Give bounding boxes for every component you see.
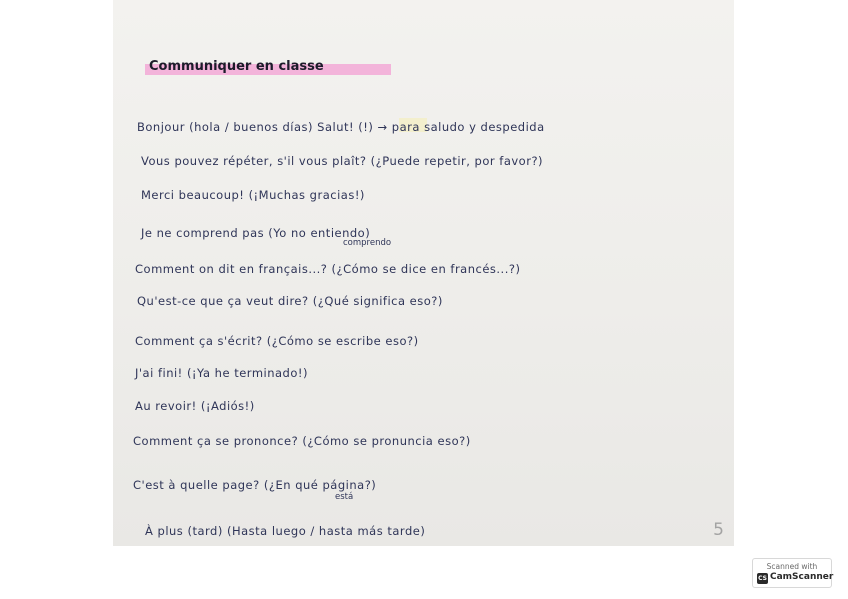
phrase-line-11: C'est à quelle page? (¿En qué página?) <box>133 478 377 492</box>
title-block <box>145 59 391 76</box>
camscanner-badge <box>752 558 832 588</box>
camscanner-logo-icon: CS <box>758 575 767 582</box>
correction-esta: está <box>335 492 354 502</box>
correction-comprendo: comprendo <box>343 238 392 248</box>
phrase-line-3: Merci beaucoup! (¡Muchas gracias!) <box>141 188 365 202</box>
phrase-line-7: Comment ça s'écrit? (¿Cómo se escribe eso?) <box>135 334 419 348</box>
phrase-line-12: À plus (tard) (Hasta luego / hasta más tarde) <box>145 524 426 538</box>
scanned-page <box>113 0 734 546</box>
phrase-line-9: Au revoir! (¡Adiós!) <box>135 399 255 413</box>
phrase-line-10: Comment ça se prononce? (¿Cómo se pronuncia eso?) <box>133 434 471 448</box>
phrase-line-1: Bonjour (hola / buenos días) Salut! (!) → para saludo y despedida <box>137 120 545 134</box>
phrase-line-6: Qu'est-ce que ça veut dire? (¿Qué significa eso?) <box>137 294 443 308</box>
phrase-line-8: J'ai fini! (¡Ya he terminado!) <box>135 366 308 380</box>
page-title: Communiquer en classe <box>149 59 324 74</box>
page-number: 5 <box>713 520 724 540</box>
badge-name: CamScanner <box>770 572 834 582</box>
phrase-line-5: Comment on dit en français...? (¿Cómo se dice en francés...?) <box>135 262 521 276</box>
phrase-line-2: Vous pouvez répéter, s'il vous plaît? (¿Puede repetir, por favor?) <box>141 154 544 168</box>
phrase-line-4: Je ne comprend pas (Yo no entiendo) <box>141 226 371 240</box>
badge-caption: Scanned with <box>766 562 818 571</box>
